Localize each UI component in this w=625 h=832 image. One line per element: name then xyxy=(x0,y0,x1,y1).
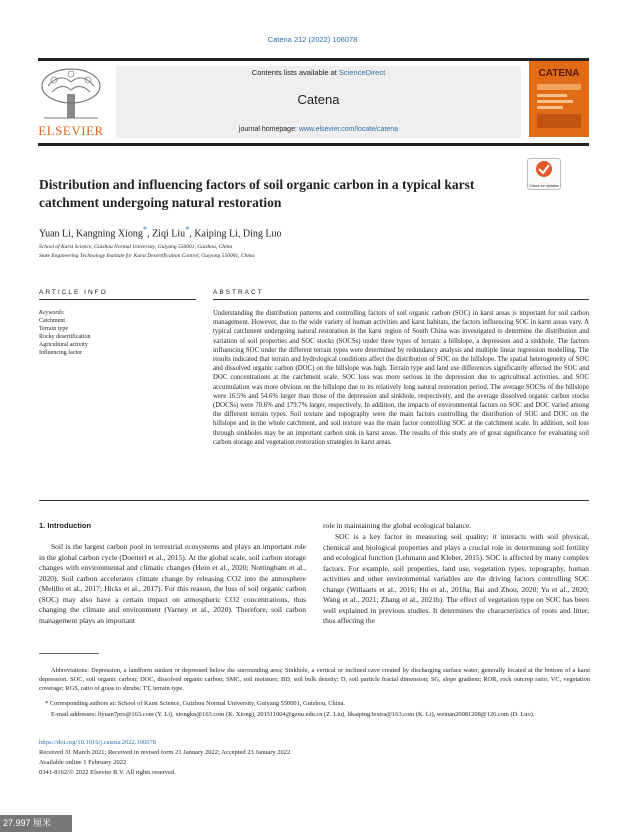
intro-right-para-2: SOC is a key factor in measuring soil quality; it interacts with soil physical, chemical and biological properties and plays a crucial role in determining soil fertility and ecological function (Lehmann and Kleber, 2015). SOC is affected by many complex factors. For example, soil properties, land use, vegetation types, topography, human activities and other environmental variables are the driving factors controlling SOC change (Willaarts et al., 2016; Hu et al., 2018a; Bai and Zhou, 2020; Yu et al., 2020; Wang et al., 2021; Zhang et al., 2021b). The effect of vegetation type on SOC has been well explained in previous studies. It determines the characteristics of roots and litter, thus affecting the xyxy=(323,532,589,625)
page-size-watermark: 27.997 厘米 xyxy=(0,815,72,832)
sciencedirect-link[interactable]: ScienceDirect xyxy=(338,68,386,77)
author-name[interactable]: Ding Luo xyxy=(242,228,282,240)
cover-art-icon xyxy=(533,82,585,132)
keyword: Agricultural activity xyxy=(39,342,88,348)
abstract-heading: ABSTRACT xyxy=(213,289,264,296)
article-info-rule xyxy=(39,299,196,300)
copyright: 0341-8162/© 2022 Elsevier B.V. All rights reserved. xyxy=(39,769,176,776)
affiliation: State Engineering Technology Institute for Karst Desertification Control, Guiyang 550001, China xyxy=(39,253,255,259)
affiliation: School of Karst Science, Guizhou Normal University, Guiyang 550001, Guizhou, China xyxy=(39,244,233,250)
author-name[interactable]: Ziqi Liu xyxy=(152,228,186,240)
keyword: Terrain type xyxy=(39,326,69,332)
check-for-updates-icon xyxy=(528,159,560,179)
check-for-updates-badge[interactable] xyxy=(527,158,561,190)
email-footnote: E-mail addresses: liyuan7pro@163.com (Y. Li), xiongkn@163.com (K. Xiong), 201511004@gznu.edu.cn (Z. Liu), likaiping3extra@163.com (K. Li), weinan20081208@126.com (D. Luo). xyxy=(51,711,535,718)
introduction-heading: 1. Introduction xyxy=(39,521,92,530)
author-name[interactable]: Yuan Li xyxy=(39,228,71,240)
doi-link[interactable]: https://doi.org/10.1016/j.catena.2022.106078 xyxy=(39,739,157,746)
keyword: Influencing factor xyxy=(39,350,83,356)
homepage-prefix: journal homepage: xyxy=(238,126,299,133)
title-line-2: catchment undergoing natural restoration xyxy=(39,195,282,210)
corresponding-footnote: * Corresponding authors at: School of Karst Science, Guizhou Normal University, Guiyang 550001, Guizhou, China. xyxy=(45,700,346,707)
contents-prefix: Contents lists available at xyxy=(251,68,339,77)
available-online: Available online 1 February 2022 xyxy=(39,759,127,766)
title-line-1: Distribution and influencing factors of soil organic carbon in a typical karst xyxy=(39,177,475,192)
keywords-label: Keywords: xyxy=(39,310,65,316)
received-dates: Received 31 March 2021; Received in revised form 21 January 2022; Accepted 23 January 2022 xyxy=(39,749,291,756)
article-info-heading: ARTICLE INFO xyxy=(39,289,108,296)
check-for-updates-label: Check for updates xyxy=(529,184,559,188)
abstract-bottom-rule xyxy=(39,500,589,501)
abstract-rule xyxy=(213,299,589,300)
intro-left-column: Soil is the largest carbon pool in terrestrial ecosystems and plays an important role in the global carbon cycle (Doetterl et al., 2015). At the global scale, soil carbon storage changes with environmental and climatic changes (Hein et al., 2020; Nottingham et al., 2020). Soil carbon accelerates climate change by releasing CO2 into the atmosphere (Melillo et al., 2017; Hicks et al., 2017). For this reason, the loss of soil organic carbon (SOC) may also have a certain impact on atmospheric CO2 concentrations, thus changing the climate and environment (Varney et al., 2020). Therefore, soil carbon management plays an important xyxy=(39,542,306,625)
author-name[interactable]: Kangning Xiong xyxy=(75,228,143,240)
top-rule xyxy=(38,58,589,61)
abbreviations-footnote: Abbreviations: Depression, a landform sunken or depressed below the surrounding area; Sinkhole, a vertical or inclined cave created by discharging surface water, generally located at the bottom of a karst depression. SOC, soil organic carbon; DOC, dissolved organic carbon; SMC, soil moisture; BD, soil bulk density; D, soil particle fractal dimension; SG, slope gradient; ROR, rock outcrop ratio; VC, vegetation coverage; RGS, ratio of grass to shrubs; TT, terrain type. xyxy=(39,667,590,693)
homepage-link[interactable]: www.elsevier.com/locate/catena xyxy=(298,126,399,133)
corresponding-mark[interactable]: * xyxy=(142,225,148,234)
abstract-text: Understanding the distribution patterns and controlling factors of soil organic carbon (SOC) in karst areas is important for soil carbon management. However, due to the wide variety of human activities and karst habitats, the factors influencing SOC in karst areas vary. A typical catchment undergoing natural restoration in the karst region of South China was investigated to determine the distribution and variation of soil properties and SOC stocks (SOCSs) under three types of terrain: a hillslope, a depression and a sinkhole. The factors influencing SOC under the different terrain types were determined by redundancy analysis and multiple linear regression modelling. The results indicated that terrain and hydrological conditions affect the distribution of SOC on the hillslope. The spatial heterogeneity of SOC and dissolved organic carbon (DOC) on the hillslope was high. Terrain type and land use differences significantly affected the SOC and DOC concentrations at the catchment scale. SOC loss was more serious in the depression due to agricultural activities, and SOC accumulation was more obvious on the hillslope due to its relatively long natural restoration period. The average SOCSs of the hillslope were 16.5% and 54.6% larger than those of the depression and sinkhole, respectively, and the average dissolved organic carbon stocks (DOCSs) were 70.6% and 179.7% larger, respectively. In addition, the impacts of environmental factors on SOC and DOC varied among the different terrain types. Soil texture and topography were the main factors controlling the distribution of SOC and DOC on the hillslope and in the whole catchment, and soil texture was the main factor controlling SOC at the catchment scale. In addition, soil loss through sinkholes may be an important carbon sink in karst areas. The results of this study are of great significance for evaluating soil carbon storage and vegetation restoration strategies in karst areas. xyxy=(213,310,589,446)
journal-reference[interactable]: Catena 212 (2022) 106078 xyxy=(267,35,358,44)
journal-name: Catena xyxy=(297,92,340,107)
author-name[interactable]: Kaiping Li xyxy=(194,228,238,240)
author-list: Yuan Li, Kangning Xiong*, Ziqi Liu*, Kaiping Li, Ding Luo xyxy=(39,225,282,240)
intro-right-para-1: role in maintaining the global ecological balance. xyxy=(323,521,472,530)
footnote-rule xyxy=(39,653,99,654)
cover-title: CATENA xyxy=(538,68,580,79)
keyword: Rocky desertification xyxy=(39,334,91,340)
homepage-line xyxy=(116,126,521,133)
corresponding-mark[interactable]: * xyxy=(185,225,190,234)
keyword: Catchment xyxy=(39,318,65,324)
elsevier-logo-text: ELSEVIER xyxy=(38,123,104,138)
contents-line xyxy=(116,68,521,77)
article-title xyxy=(39,176,529,212)
elsevier-tree-icon xyxy=(40,68,102,120)
header-bottom-rule xyxy=(38,143,589,146)
